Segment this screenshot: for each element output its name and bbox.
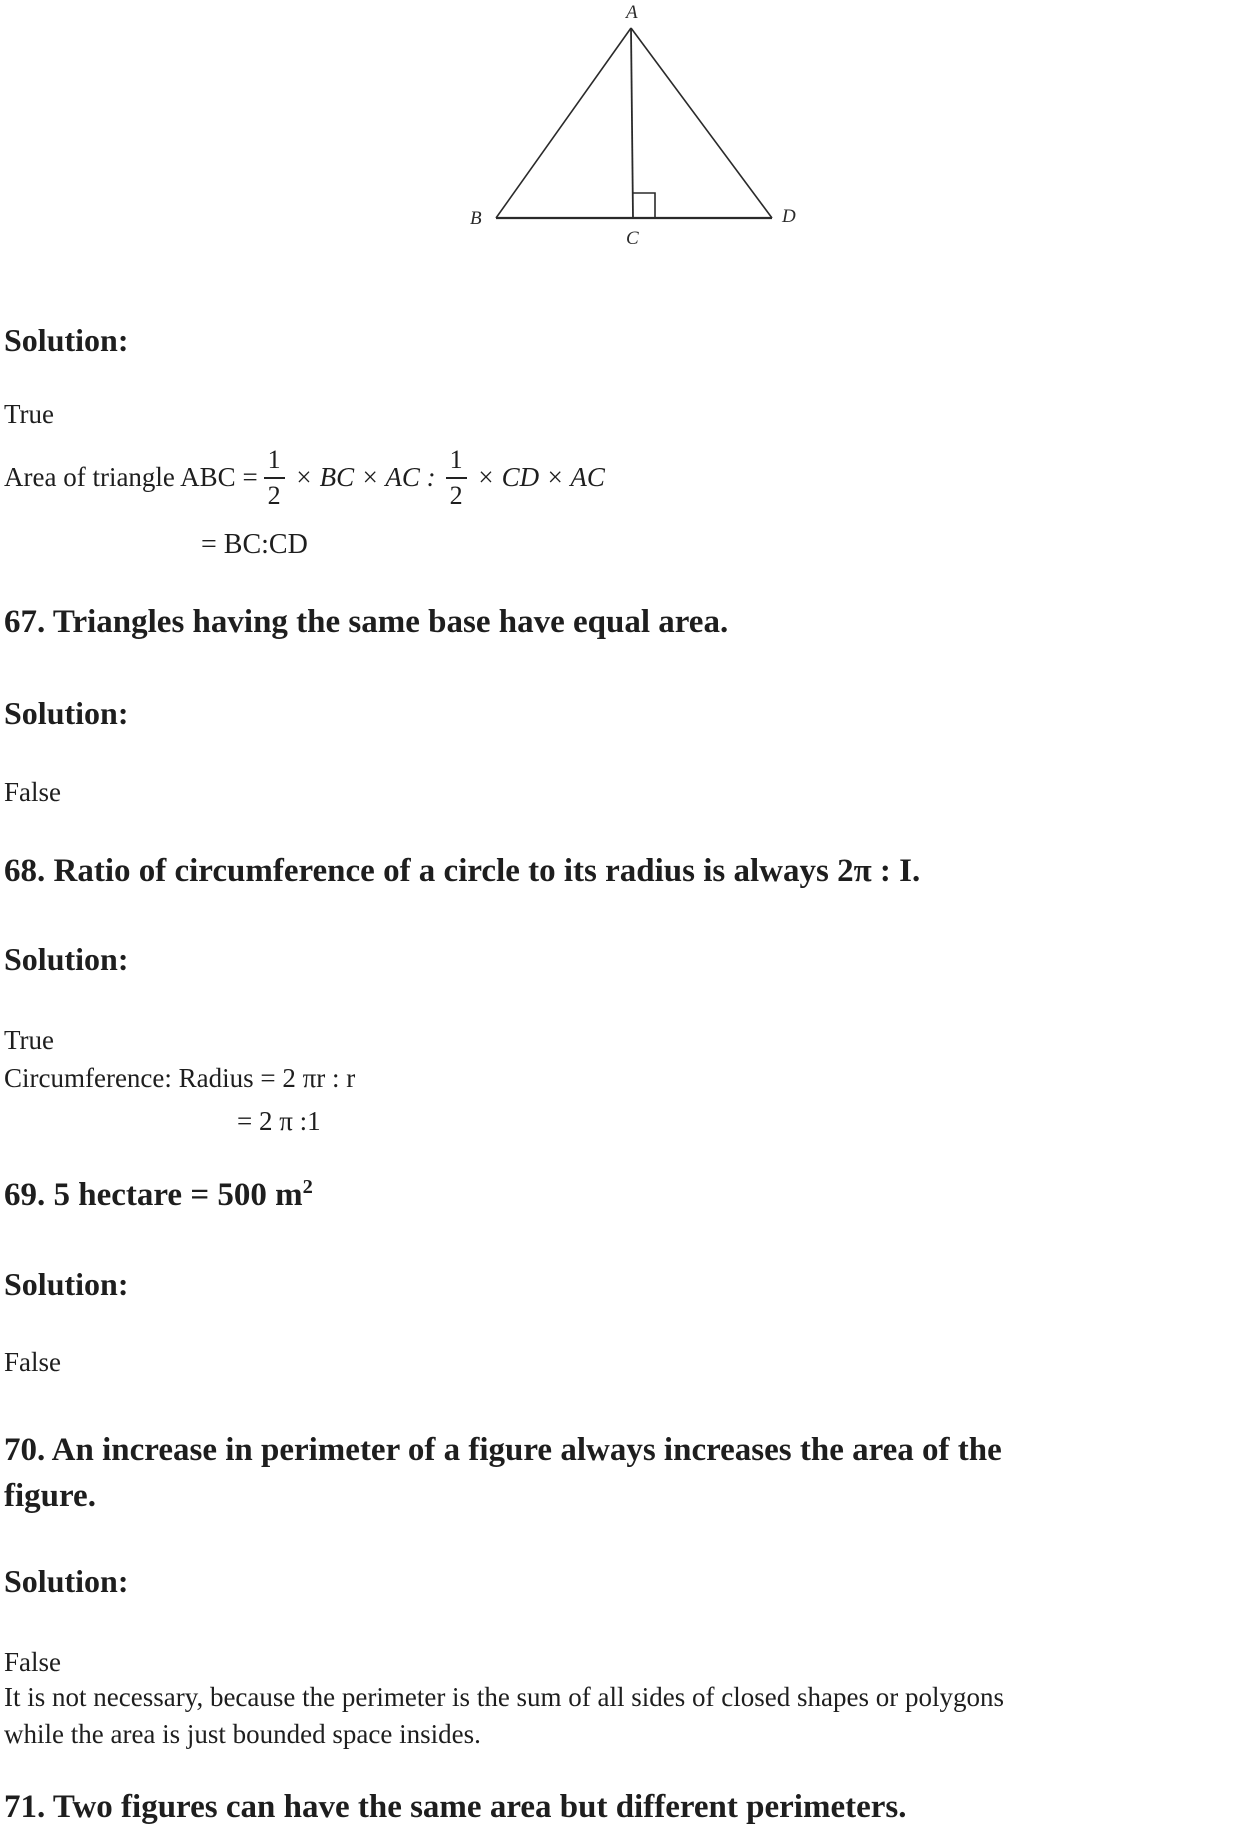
fraction-numerator: 1	[267, 445, 281, 475]
fraction-numerator: 1	[449, 445, 463, 475]
vertex-label-d: D	[782, 206, 796, 227]
vertex-label-b: B	[470, 208, 482, 229]
fraction-one-half-1	[264, 443, 285, 513]
question-67-heading: 67. Triangles having the same base have equal area.	[4, 604, 729, 641]
solution-heading: Solution:	[4, 695, 129, 732]
solution-heading: Solution:	[4, 941, 129, 978]
work-line-circumference: Circumference: Radius = 2 πr : r	[4, 1062, 356, 1093]
question-69-heading	[4, 1177, 1237, 1215]
fraction-one-half-2	[446, 443, 467, 513]
question-70-line1: 70. An increase in perimeter of a figure always increases the area of the	[4, 1431, 1002, 1468]
triangle-figure	[456, 0, 808, 248]
answer-text: False	[4, 1647, 61, 1678]
right-angle-mark	[633, 193, 655, 218]
question-70-heading	[4, 1427, 1237, 1521]
formula-prefix: Area of triangle ABC =	[4, 462, 258, 493]
fraction-denominator: 2	[264, 477, 285, 513]
solution-heading: Solution:	[4, 1266, 129, 1303]
answer-text: False	[4, 777, 61, 808]
formula-result: = BC:CD	[201, 528, 308, 560]
explanation-text	[4, 1679, 1237, 1755]
formula-middle: × BC × AC :	[294, 462, 436, 493]
question-71-heading: 71. Two figures can have the same area but different perimeters.	[4, 1789, 907, 1826]
area-ratio-formula	[4, 443, 1237, 513]
solution-heading: Solution:	[4, 322, 129, 358]
work-line-result: = 2 π :1	[237, 1105, 321, 1136]
question-68-heading: 68. Ratio of circumference of a circle to its radius is always 2π : I.	[4, 852, 921, 889]
answer-text: True	[4, 1025, 55, 1056]
question-70-line2: figure.	[4, 1478, 96, 1515]
vertex-label-c: C	[626, 228, 639, 248]
vertex-label-a: A	[626, 2, 638, 23]
exponent: 2	[302, 1175, 313, 1198]
side-ab	[496, 28, 631, 218]
formula-suffix: × CD × AC	[476, 462, 605, 493]
fraction-denominator: 2	[446, 477, 467, 513]
explanation-line2: while the area is just bounded space insides.	[4, 1719, 481, 1750]
answer-text: True	[4, 398, 55, 429]
answer-text: False	[4, 1347, 61, 1378]
altitude-ac	[631, 28, 633, 218]
triangle-diagram	[456, 0, 808, 248]
side-ad	[631, 28, 772, 218]
solution-heading: Solution:	[4, 1563, 129, 1600]
explanation-line1: It is not necessary, because the perimeter is the sum of all sides of closed shapes or polygons	[4, 1681, 1004, 1712]
question-69-text: 69. 5 hectare = 500 m	[4, 1176, 303, 1213]
